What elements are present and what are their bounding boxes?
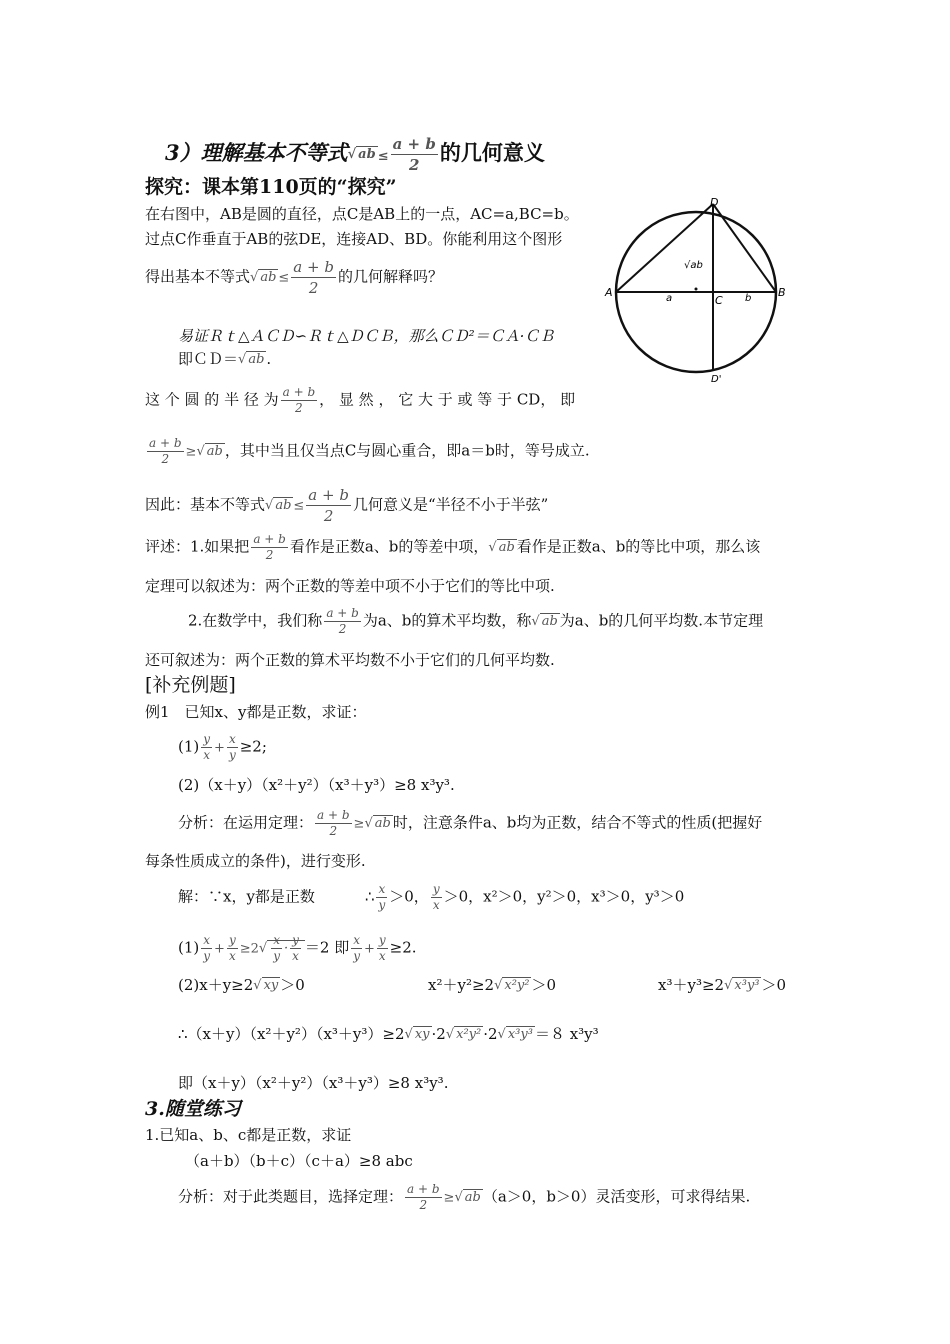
label-a-length: a xyxy=(666,293,673,304)
heading-suffix: 的几何意义 xyxy=(439,140,545,165)
label-b-length: b xyxy=(745,293,752,304)
fraction: $\frac{a + b}{2}$ xyxy=(149,436,182,466)
sqrt-xy: √ xy xyxy=(253,978,279,993)
sqrt-ab: √ ab xyxy=(531,613,558,629)
equality-line: $\frac{a + b}{2}$ ≥√ ab ，其中当且仅当点C与圆心重合，即a＝b时，等号成立. xyxy=(149,436,590,466)
fraction: $\frac{a + b}{2}$ xyxy=(326,606,359,636)
practice-analysis: 分析：对于此类题目，选择定理： $\frac{a + b}{2}$ ≥√ ab （a＞0，b＞0）灵活变形，可求得结果. xyxy=(178,1182,751,1212)
practice-expression: （a＋b）（b＋c）（c＋a）≥8 abc xyxy=(185,1152,413,1170)
intro-line-2: 过点C作垂直于AB的弦DE，连接AD、BD。你能利用这个图形 xyxy=(145,230,563,248)
comment-2: 2.在数学中，我们称 $\frac{a + b}{2}$ 为a、b的算术平均数，称√ ab 为a、b的几何平均数.本节定理 xyxy=(188,606,764,636)
fraction: $\frac{y}{x}$ xyxy=(228,933,236,963)
sqrt-ab: √ ab xyxy=(265,497,292,513)
proof-line-1: 易证Ｒｔ△ＡＣＤ∽Ｒｔ△ＤＣＢ，那么ＣＤ²＝ＣＡ·ＣＢ xyxy=(178,327,555,345)
therefore-line: 因此：基本不等式√ ab ≤ $\frac{a + b}{2}$ 几何意义是“半径不小于半弦” xyxy=(145,486,549,525)
solution-line: 解：∵x，y都是正数 ∴ $\frac{x}{y}$ ＞0， $\frac{y}{x}$ ＞0，x²＞0，y²＞0，x³＞0，y³＞0 xyxy=(178,882,685,912)
supplementary-title: [补充例题] xyxy=(145,674,236,696)
fraction: $\frac{x}{y}$ xyxy=(228,732,236,762)
sqrt-ab: √ ab xyxy=(454,1189,481,1205)
label-b-point: B xyxy=(778,286,786,299)
fraction: $\frac{y}{x}$ xyxy=(203,732,211,762)
fraction: $\frac{a + b}{2}$ xyxy=(293,258,334,297)
fraction: $\frac{a + b}{2}$ xyxy=(317,808,350,838)
fraction: $\frac{x}{y}$ xyxy=(203,933,211,963)
sqrt-ab: √ ab xyxy=(364,815,391,831)
sqrt-x2y2: √ x²y² xyxy=(445,1027,482,1042)
sqrt-xy: √ xy xyxy=(404,1027,430,1042)
example-1-part-1: (1) $\frac{y}{x}$ + $\frac{x}{y}$ ≥2; xyxy=(178,732,267,762)
solution-step-4: 即（x＋y）（x²＋y²）（x³＋y³）≥8 x³y³. xyxy=(178,1074,449,1092)
practice-question-1: 1.已知a、b、c都是正数，求证 xyxy=(145,1126,352,1144)
solution-step-1: (1) $\frac{x}{y}$ + $\frac{y}{x}$ ≥2√ $\frac{x}{y}$ · $\frac{y}{x}$ ＝2 即 $\frac{x}{y}$ + $\frac{y}{x}$ ≥2. xyxy=(178,933,417,963)
segment-bd xyxy=(713,204,776,292)
sqrt-expression: √ $\frac{x}{y}$ · $\frac{y}{x}$ xyxy=(259,933,305,964)
proof-line-2: 即ＣＤ＝√ ab . xyxy=(178,348,271,371)
sqrt-ab: √ ab xyxy=(488,539,515,555)
sqrt-x3y3: √ x³y³ xyxy=(497,1027,533,1042)
example-1-analysis-cont: 每条性质成立的条件)，进行变形. xyxy=(145,852,366,870)
sqrt-ab: √ ab xyxy=(250,269,277,285)
fraction: $\frac{x}{y}$ xyxy=(378,882,386,912)
solution-step-2b: x²＋y²≥2√ x²y² ＞0 xyxy=(428,974,556,997)
label-d-prime: D' xyxy=(711,374,722,385)
center-point xyxy=(695,288,698,291)
example-1-analysis: 分析：在运用定理： $\frac{a + b}{2}$ ≥√ ab 时，注意条件a、b均为正数，结合不等式的性质(把握好 xyxy=(178,808,763,838)
comment-1: 评述：1.如果把 $\frac{a + b}{2}$ 看作是正数a、b的等差中项，√ ab 看作是正数a、b的等比中项，那么该 xyxy=(145,532,761,562)
practice-title: 3.随堂练习 xyxy=(145,1098,241,1120)
label-c-point: C xyxy=(715,294,723,307)
label-d-point: D xyxy=(710,196,719,209)
fraction: $\frac{x}{y}$ xyxy=(353,933,360,963)
sqrt-ab: √ ab xyxy=(196,443,223,459)
sqrt-x2y2: √ x²y² xyxy=(494,978,530,993)
solution-step-3: ∴（x＋y）（x²＋y²）（x³＋y³）≥2√ xy ·2√ x²y² ·2√ x³y³ ＝８ x³y³ xyxy=(178,1023,599,1046)
le-symbol: ≤ xyxy=(377,149,389,164)
fraction: $\frac{a + b}{2}$ xyxy=(392,135,436,174)
explore-title: 探究：课本第110页的“探究” xyxy=(145,176,397,198)
label-sqrt-ab: √ab xyxy=(684,260,703,271)
fraction: $\frac{y}{x}$ xyxy=(432,882,440,912)
fraction: $\frac{a + b}{2}$ xyxy=(282,385,316,415)
sqrt-ab: √ ab xyxy=(238,352,265,367)
fraction: $\frac{y}{x}$ xyxy=(378,933,386,963)
label-a-point: A xyxy=(605,286,613,299)
sqrt-ab: √ ab xyxy=(347,146,376,162)
intro-line-1: 在右图中，AB是圆的直径，点C是AB上的一点，AC=a,BC=b。 xyxy=(145,205,579,223)
intro-line-3: 得出基本不等式√ ab ≤ $\frac{a + b}{2}$ 的几何解释吗？ xyxy=(145,258,443,297)
fraction: $\frac{a + b}{2}$ xyxy=(407,1182,440,1212)
solution-step-2c: x³＋y³≥2√ x³y³ ＞0 xyxy=(658,974,786,997)
comment-1-cont: 定理可以叙述为：两个正数的等差中项不小于它们的等比中项. xyxy=(145,577,555,595)
example-1-statement: 例1 已知x、y都是正数，求证： xyxy=(145,703,367,721)
fraction: $\frac{a + b}{2}$ xyxy=(308,486,349,525)
radius-line: 这 个 圆 的 半 径 为 $\frac{a + b}{2}$ ， 显 然 ， 它 大 于 或 等 于 CD， 即 xyxy=(145,385,576,415)
heading-text: 3）理解基本不等式 xyxy=(165,140,348,165)
solution-step-2a: (2)x＋y≥2√ xy ＞0 xyxy=(178,974,305,997)
comment-2-cont: 还可叙述为：两个正数的算术平均数不小于它们的几何平均数. xyxy=(145,651,555,669)
sqrt-x3y3: √ x³y³ xyxy=(724,978,760,993)
example-1-part-2: (2)（x＋y）（x²＋y²）（x³＋y³）≥8 x³y³. xyxy=(178,776,455,794)
fraction: $\frac{a + b}{2}$ xyxy=(253,532,286,562)
circle-figure xyxy=(600,190,800,390)
section-heading xyxy=(165,134,545,175)
